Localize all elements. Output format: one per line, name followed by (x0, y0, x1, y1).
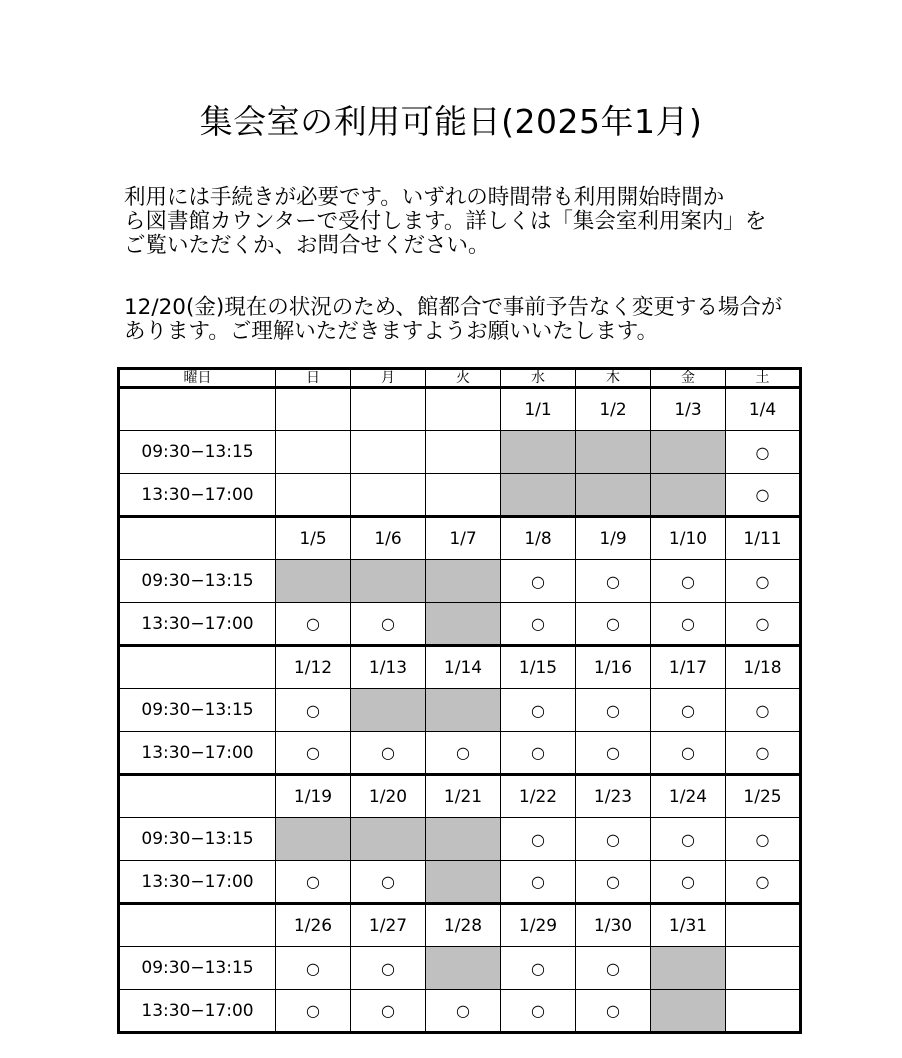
empty-cell (351, 474, 426, 517)
available-cell: ○ (501, 861, 576, 904)
date-cell: 1/11 (726, 517, 801, 560)
available-cell: ○ (726, 689, 801, 732)
status-notice (124, 296, 804, 344)
available-cell: ○ (576, 603, 651, 646)
available-cell: ○ (651, 689, 726, 732)
date-cell: 1/1 (501, 388, 576, 431)
available-cell: ○ (276, 990, 351, 1033)
available-cell: ○ (276, 732, 351, 775)
available-cell: ○ (576, 732, 651, 775)
date-cell: 1/6 (351, 517, 426, 560)
date-cell: 1/29 (501, 904, 576, 947)
available-cell: ○ (501, 947, 576, 990)
unavailable-cell (501, 431, 576, 474)
date-row-label (119, 517, 276, 560)
unavailable-cell (426, 689, 501, 732)
time-slot-row (119, 474, 801, 517)
week-date-row (119, 904, 801, 947)
date-cell: 1/18 (726, 646, 801, 689)
available-cell: ○ (576, 990, 651, 1033)
date-cell: 1/19 (276, 775, 351, 818)
unavailable-cell (351, 818, 426, 861)
availability-calendar (117, 367, 802, 1034)
available-cell: ○ (726, 603, 801, 646)
unavailable-cell (576, 474, 651, 517)
time-slot-label: 13:30−17:00 (119, 990, 276, 1033)
date-cell (276, 388, 351, 431)
week-date-row (119, 646, 801, 689)
date-cell: 1/2 (576, 388, 651, 431)
empty-cell (351, 431, 426, 474)
time-slot-label: 13:30−17:00 (119, 474, 276, 517)
date-cell: 1/17 (651, 646, 726, 689)
time-slot-row (119, 732, 801, 775)
available-cell: ○ (726, 474, 801, 517)
available-cell: ○ (351, 603, 426, 646)
empty-cell (426, 431, 501, 474)
available-cell: ○ (726, 818, 801, 861)
unavailable-cell (576, 431, 651, 474)
available-cell: ○ (276, 947, 351, 990)
date-row-label (119, 388, 276, 431)
available-cell: ○ (501, 818, 576, 861)
weekday-header-row (119, 369, 801, 388)
time-slot-label: 13:30−17:00 (119, 603, 276, 646)
unavailable-cell (276, 560, 351, 603)
weekday-header-tue: 火 (426, 369, 501, 388)
available-cell: ○ (651, 560, 726, 603)
date-cell (351, 388, 426, 431)
usage-notice-line: ご覧いただくか、お問合せください。 (124, 233, 490, 258)
weekday-header-sat: 土 (726, 369, 801, 388)
unavailable-cell (276, 818, 351, 861)
date-cell: 1/30 (576, 904, 651, 947)
week-date-row (119, 775, 801, 818)
available-cell: ○ (726, 560, 801, 603)
empty-cell (276, 431, 351, 474)
date-cell: 1/8 (501, 517, 576, 560)
weekday-header-mon: 月 (351, 369, 426, 388)
time-slot-row (119, 990, 801, 1033)
date-cell: 1/28 (426, 904, 501, 947)
unavailable-cell (651, 990, 726, 1033)
time-slot-row (119, 560, 801, 603)
empty-cell (726, 990, 801, 1033)
available-cell: ○ (651, 732, 726, 775)
weekday-header-label: 曜日 (119, 369, 276, 388)
empty-cell (276, 474, 351, 517)
unavailable-cell (426, 947, 501, 990)
date-cell: 1/22 (501, 775, 576, 818)
page-title: 集会室の利用可能日(2025年1月) (199, 102, 703, 141)
week-date-row (119, 388, 801, 431)
available-cell: ○ (576, 689, 651, 732)
available-cell: ○ (351, 947, 426, 990)
unavailable-cell (426, 818, 501, 861)
date-cell (426, 388, 501, 431)
weekday-header-thu: 木 (576, 369, 651, 388)
available-cell: ○ (726, 431, 801, 474)
empty-cell (426, 474, 501, 517)
available-cell: ○ (351, 990, 426, 1033)
available-cell: ○ (276, 861, 351, 904)
weekday-header-sun: 日 (276, 369, 351, 388)
week-date-row (119, 517, 801, 560)
time-slot-row (119, 818, 801, 861)
calendar-body (119, 369, 801, 1033)
unavailable-cell (426, 560, 501, 603)
available-cell: ○ (426, 732, 501, 775)
date-cell: 1/23 (576, 775, 651, 818)
available-cell: ○ (351, 732, 426, 775)
date-row-label (119, 646, 276, 689)
date-cell: 1/16 (576, 646, 651, 689)
available-cell: ○ (726, 732, 801, 775)
time-slot-row (119, 947, 801, 990)
weekday-header-wed: 水 (501, 369, 576, 388)
date-cell: 1/9 (576, 517, 651, 560)
time-slot-label: 13:30−17:00 (119, 861, 276, 904)
available-cell: ○ (501, 990, 576, 1033)
available-cell: ○ (651, 603, 726, 646)
available-cell: ○ (501, 689, 576, 732)
date-row-label (119, 904, 276, 947)
date-cell: 1/5 (276, 517, 351, 560)
available-cell: ○ (576, 560, 651, 603)
unavailable-cell (651, 431, 726, 474)
date-cell: 1/12 (276, 646, 351, 689)
status-notice-line: あります。ご理解いただきますようお願いいたします。 (124, 319, 659, 344)
unavailable-cell (501, 474, 576, 517)
available-cell: ○ (501, 732, 576, 775)
date-cell: 1/25 (726, 775, 801, 818)
available-cell: ○ (576, 861, 651, 904)
date-cell: 1/20 (351, 775, 426, 818)
usage-notice-line: 利用には手続きが必要です。いずれの時間帯も利用開始時間か (124, 185, 725, 210)
usage-notice (124, 186, 804, 258)
date-cell: 1/26 (276, 904, 351, 947)
status-notice-line: 12/20(金)現在の状況のため、館都合で事前予告なく変更する場合が (124, 295, 783, 320)
date-cell: 1/14 (426, 646, 501, 689)
empty-cell (726, 947, 801, 990)
available-cell: ○ (276, 603, 351, 646)
available-cell: ○ (501, 603, 576, 646)
date-cell: 1/27 (351, 904, 426, 947)
unavailable-cell (426, 861, 501, 904)
time-slot-row (119, 689, 801, 732)
date-cell: 1/10 (651, 517, 726, 560)
time-slot-row (119, 861, 801, 904)
date-cell: 1/24 (651, 775, 726, 818)
usage-notice-line: ら図書館カウンターで受付します。詳しくは「集会室利用案内」を (124, 209, 767, 234)
unavailable-cell (651, 947, 726, 990)
available-cell: ○ (426, 990, 501, 1033)
time-slot-row (119, 603, 801, 646)
unavailable-cell (351, 560, 426, 603)
date-cell: 1/21 (426, 775, 501, 818)
available-cell: ○ (576, 947, 651, 990)
date-cell: 1/4 (726, 388, 801, 431)
date-cell: 1/3 (651, 388, 726, 431)
available-cell: ○ (726, 861, 801, 904)
date-cell: 1/15 (501, 646, 576, 689)
available-cell: ○ (276, 689, 351, 732)
date-cell: 1/13 (351, 646, 426, 689)
unavailable-cell (651, 474, 726, 517)
weekday-header-fri: 金 (651, 369, 726, 388)
available-cell: ○ (576, 818, 651, 861)
available-cell: ○ (351, 861, 426, 904)
unavailable-cell (426, 603, 501, 646)
available-cell: ○ (651, 818, 726, 861)
time-slot-label: 09:30−13:15 (119, 689, 276, 732)
time-slot-row (119, 431, 801, 474)
date-cell (726, 904, 801, 947)
date-cell: 1/7 (426, 517, 501, 560)
time-slot-label: 09:30−13:15 (119, 431, 276, 474)
available-cell: ○ (501, 560, 576, 603)
time-slot-label: 09:30−13:15 (119, 818, 276, 861)
available-cell: ○ (651, 861, 726, 904)
time-slot-label: 13:30−17:00 (119, 732, 276, 775)
time-slot-label: 09:30−13:15 (119, 560, 276, 603)
time-slot-label: 09:30−13:15 (119, 947, 276, 990)
date-row-label (119, 775, 276, 818)
unavailable-cell (351, 689, 426, 732)
date-cell: 1/31 (651, 904, 726, 947)
